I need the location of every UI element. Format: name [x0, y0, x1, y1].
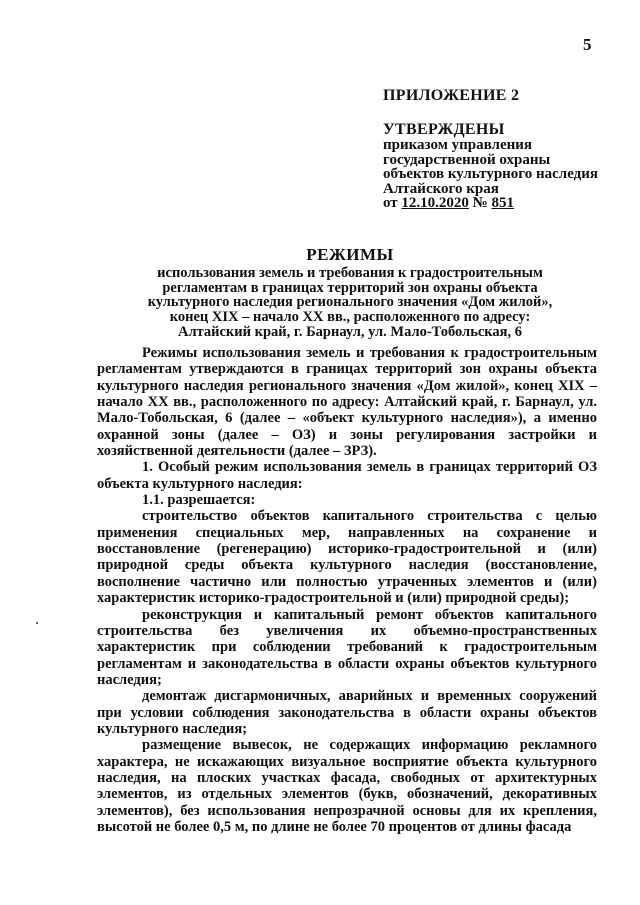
paragraph-intro: Режимы использования земель и требования к градостроительным регламентам утверждаются в границах территорий зон охраны объекта культурного наследия регионального значения «Дом жилой», конец XIX – начало XX вв., расположенного по адресу: Алтайский край, г. Барнаул, ул. Мало-Тобольская, 6 (далее – «объект культурного наследия»), а именно охранной зоны (далее – ОЗ) и зоны регулирования застройки и хозяйственной деятельности (далее – ЗРЗ). [97, 345, 597, 460]
order-number: 851 [491, 195, 514, 211]
approval-line-1: приказом управления [383, 137, 533, 153]
paragraph-construction: строительство объектов капитального строительства с целью применения специальных мер, направленных на сохранение и восстановление (регенерацию) историко-градостроительной и (или) природной среды объекта культурного наследия (восстановление, восполнение частично или полностью утраченных элементов и (или) характеристик историко-градостроительной и (или) природной среды); [97, 508, 597, 607]
heading-sub-line-4: конец XIX – начало XX вв., расположенного по адресу: [169, 309, 531, 326]
heading-sub-line-5: Алтайский край, г. Барнаул, ул. Мало-Тобольская, 6 [177, 323, 523, 340]
approved-label: УТВЕРЖДЕНЫ [383, 121, 505, 138]
appendix-block [383, 87, 623, 211]
scan-speck [36, 622, 38, 624]
approval-date-line [383, 196, 623, 211]
paragraph-demolition: демонтаж дисгармоничных, аварийных и временных сооружений при условии соблюдения законодательства в области охраны объектов культурного наследия; [97, 688, 597, 737]
paragraph-section-1: 1. Особый режим использования земель в границах территорий ОЗ объекта культурного наследия: [97, 459, 597, 492]
approval-line-2: государственной охраны [383, 151, 551, 168]
order-date: 12.10.2020 [401, 195, 469, 211]
date-prefix: от [383, 195, 402, 211]
heading-main: РЕЖИМЫ [306, 245, 394, 264]
paragraph-reconstruction: реконструкция и капитальный ремонт объектов капитального строительства без увеличения их объемно-пространственных характеристик при соблюдении требований к градостроительным регламентам и законодательства в области охраны объектов культурного наследия; [97, 606, 597, 688]
page-number: 5 [583, 35, 592, 54]
body-text [97, 345, 597, 835]
paragraph-section-1-1: 1.1. разрешается: [142, 492, 256, 509]
document-heading [100, 246, 600, 340]
approval-line-3: объектов культурного наследия [383, 166, 599, 182]
paragraph-signage: размещение вывесок, не содержащих информацию рекламного характера, не искажающих визуальное восприятие объекта культурного наследия, на плоских участках фасада, свободных от архитектурных элементов, из отдельных элементов (букв, обозначений, декоративных элементов), без использования непрозрачной основы для их крепления, высотой не более 0,5 м, по длине не более 70 процентов от длины фасада [97, 737, 597, 835]
heading-sub-line-2: регламентам в границах территорий зон охраны объекта [162, 279, 538, 296]
heading-sub-line-3: культурного наследия регионального значения «Дом жилой», [147, 294, 553, 311]
approval-line-4: Алтайского края [383, 180, 499, 197]
appendix-title: ПРИЛОЖЕНИЕ 2 [383, 87, 520, 104]
number-sign: № [468, 195, 492, 211]
heading-sub-line-1: использования земель и требования к градостроительным [157, 265, 543, 281]
